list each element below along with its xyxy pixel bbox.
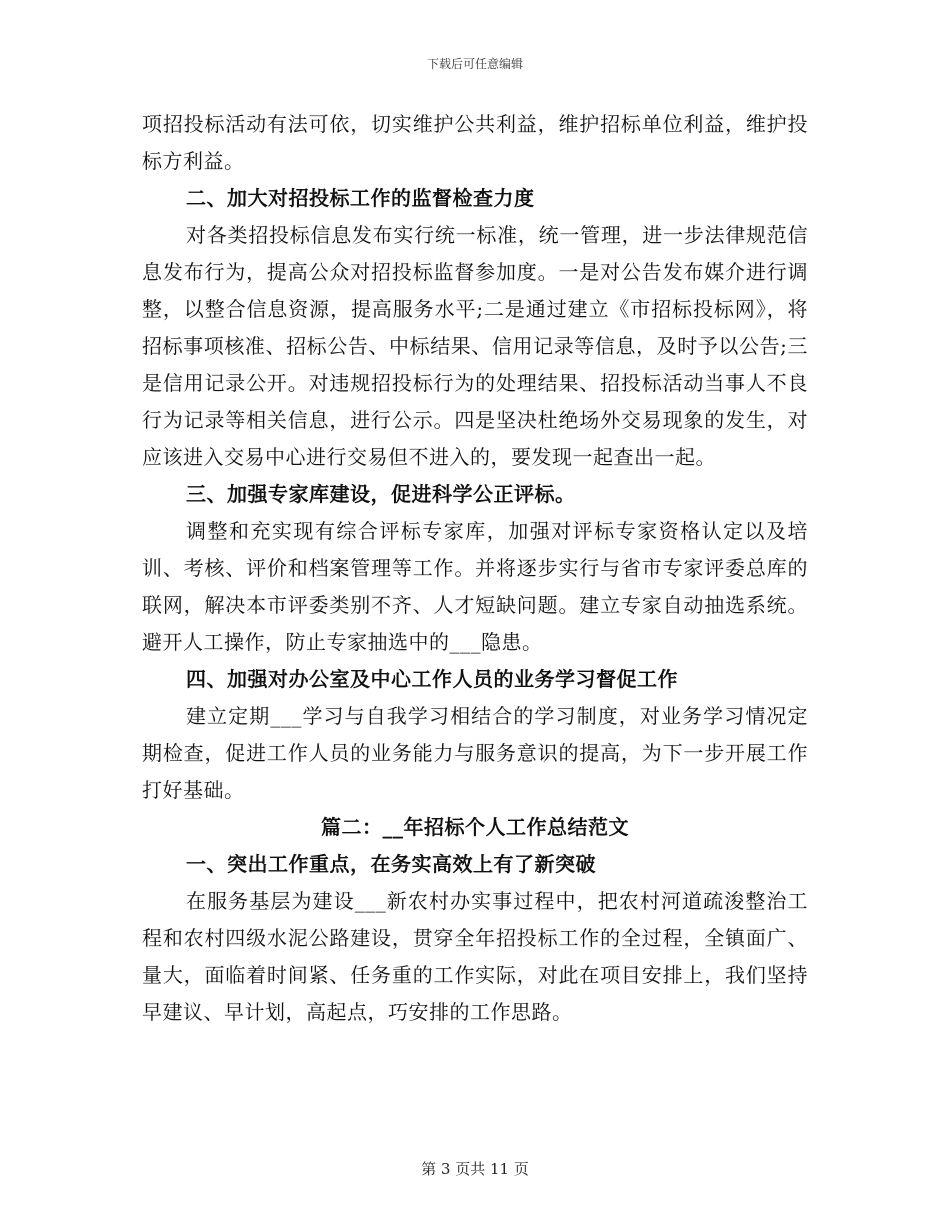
section-heading-3: 三、加强专家库建设，促进科学公正评标。 (186, 482, 576, 506)
header-note: 下载后可任意编辑 (426, 57, 523, 71)
section-heading-1: 一、突出工作重点，在务实高效上有了新突破 (186, 852, 596, 876)
paragraph-supervision: 对各类招投标信息发布实行统一标准，统一管理，进一步法律规范信息发布行为，提高公众对招投标监督参加度。一是对公告发布媒介进行调整，以整合信息资源，提高服务水平;二是通过建立《市招标投标网》，将招标事项核准、招标公告、中标结果、信用记录等信息，及时予以公告;三是信用记录公开。对违规招投标行为的处理结果、招投标活动当事人不良行为记录等相关信息，进行公示。四是坚决杜绝场外交易现象的发生，对应该进入交易中心进行交易但不进入的，要发现一起查出一起。 (142, 223, 808, 469)
paragraph-expert-pool: 调整和充实现有综合评标专家库，加强对评标专家资格认定以及培训、考核、评价和档案管理等工作。并将逐步实行与省市专家评委总库的联网，解决本市评委类别不齐、人才短缺问题。建立专家自动抽选系统。避开人工操作，防止专家抽选中的___隐患。 (142, 519, 808, 654)
document-body (142, 106, 808, 1031)
section-heading-2: 二、加大对招投标工作的监督检查力度 (186, 186, 535, 210)
page-number: 第 3 页共 11 页 (421, 1160, 529, 1178)
paragraph-continuation: 项招投标活动有法可依，切实维护公共利益，维护招标单位利益，维护投标方利益。 (142, 112, 808, 173)
paragraph-study: 建立定期___学习与自我学习相结合的学习制度，对业务学习情况定期检查，促进工作人员的业务能力与服务意识的提高，为下一步开展工作打好基础。 (142, 704, 808, 802)
paragraph-rural-projects: 在服务基层为建设___新农村办实事过程中，把农村河道疏浚整治工程和农村四级水泥公路建设，贯穿全年招投标工作的全过程，全镇面广、量大，面临着时间紧、任务重的工作实际，对此在项目安排上，我们坚持早建议、早计划，高起点，巧安排的工作思路。 (142, 889, 808, 1024)
section-heading-4: 四、加强对办公室及中心工作人员的业务学习督促工作 (186, 667, 678, 691)
chapter-title: 篇二：__年招标个人工作总结范文 (321, 815, 629, 839)
